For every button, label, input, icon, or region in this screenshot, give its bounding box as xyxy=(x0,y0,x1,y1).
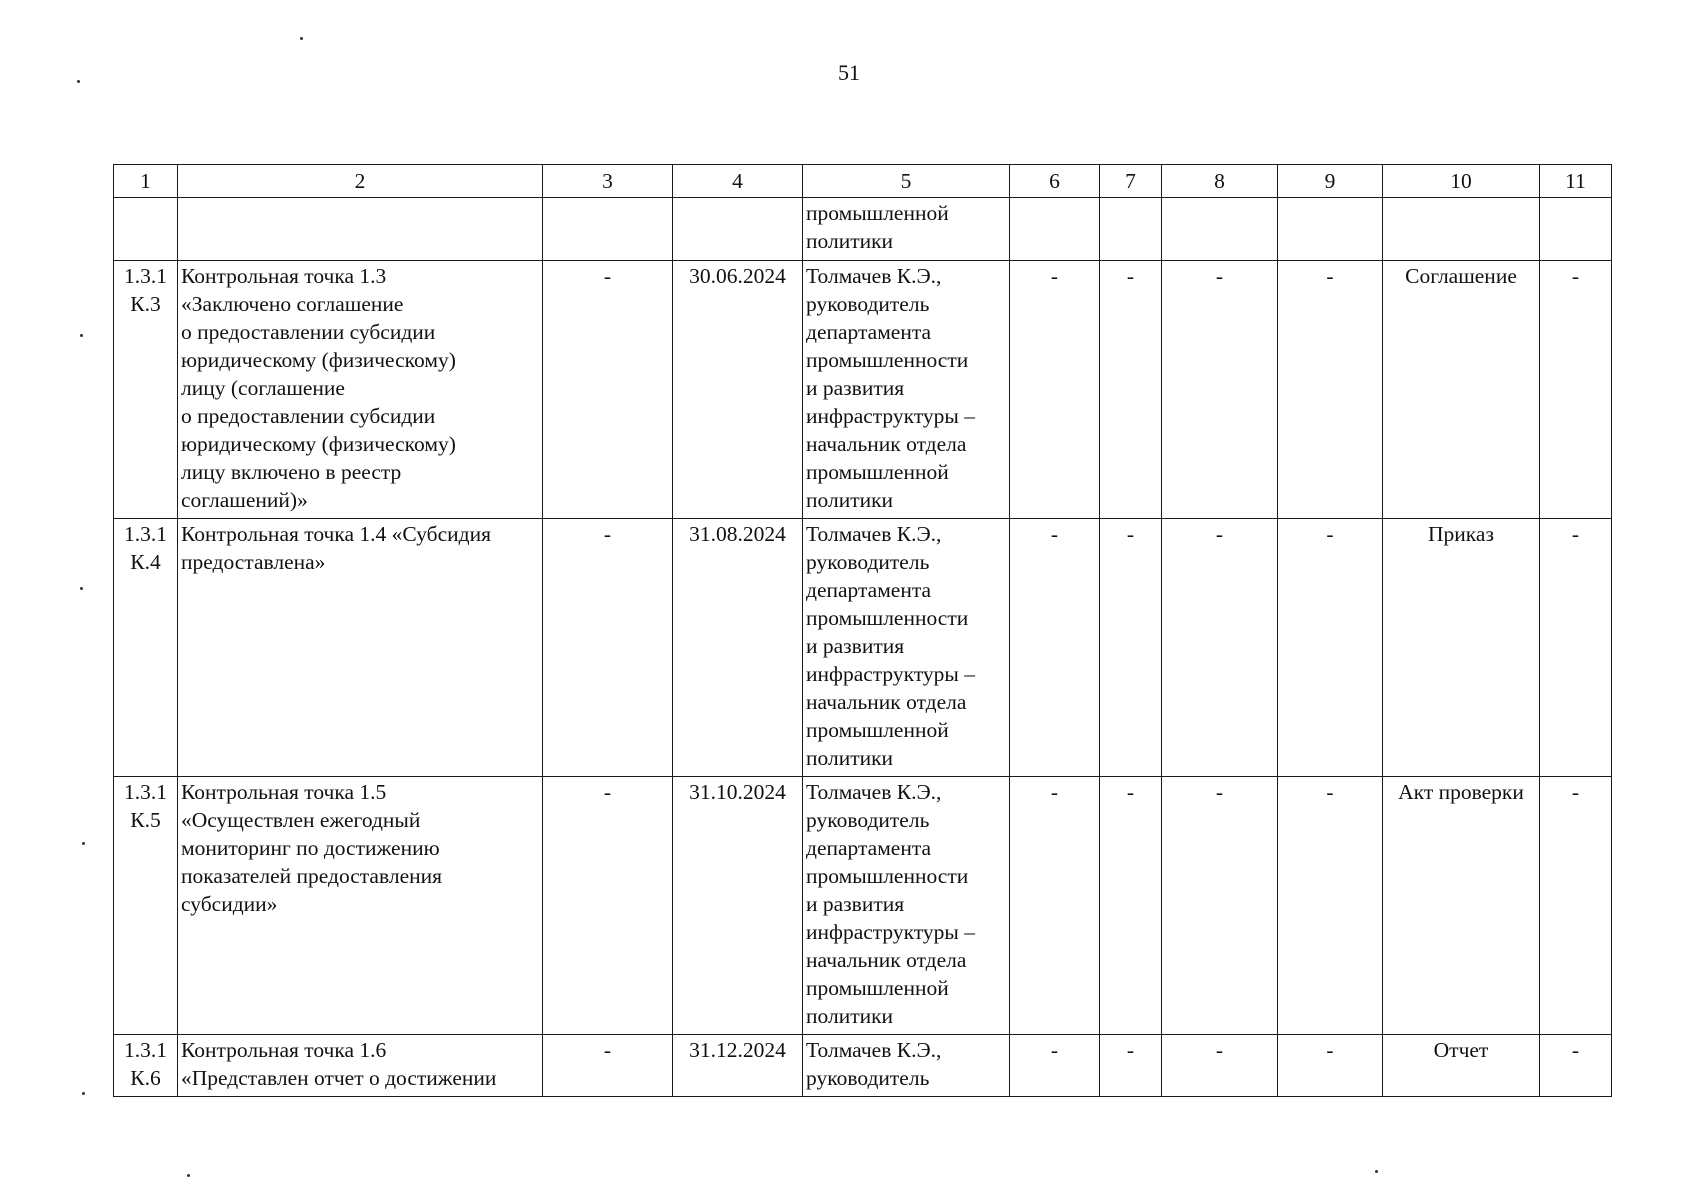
cell-col6: - xyxy=(1010,777,1100,1035)
cell-col6 xyxy=(1010,198,1100,261)
cell-responsible: промышленной политики xyxy=(803,198,1010,261)
cell-col8: - xyxy=(1162,1035,1278,1097)
cell-number xyxy=(114,198,178,261)
column-header: 7 xyxy=(1100,165,1162,198)
table-row xyxy=(114,519,1612,777)
plan-table xyxy=(113,164,1612,1097)
column-header: 2 xyxy=(178,165,543,198)
cell-name: Контрольная точка 1.3 «Заключено соглашение о предоставлении субсидии юридическому (физическому) лицу (соглашение о предоставлении субсидии юридическому (физическому) лицу включено в реестр соглашений)» xyxy=(178,261,543,519)
cell-col7: - xyxy=(1100,777,1162,1035)
cell-col9: - xyxy=(1278,261,1383,519)
cell-document: Соглашение xyxy=(1383,261,1540,519)
cell-date: 31.12.2024 xyxy=(673,1035,803,1097)
cell-responsible: Толмачев К.Э., руководитель xyxy=(803,1035,1010,1097)
cell-col7 xyxy=(1100,198,1162,261)
cell-col3: - xyxy=(543,261,673,519)
cell-col6: - xyxy=(1010,519,1100,777)
cell-name: Контрольная точка 1.5 «Осуществлен ежегодный мониторинг по достижению показателей предоставления субсидии» xyxy=(178,777,543,1035)
cell-col7: - xyxy=(1100,261,1162,519)
table-row-continued xyxy=(114,198,1612,261)
cell-col11: - xyxy=(1540,519,1612,777)
cell-date: 31.08.2024 xyxy=(673,519,803,777)
column-number-row xyxy=(114,165,1612,198)
scan-speck xyxy=(77,80,80,83)
cell-col9 xyxy=(1278,198,1383,261)
cell-number: 1.3.1 К.3 xyxy=(114,261,178,519)
cell-col6: - xyxy=(1010,261,1100,519)
cell-number: 1.3.1 К.5 xyxy=(114,777,178,1035)
cell-date: 31.10.2024 xyxy=(673,777,803,1035)
cell-document: Отчет xyxy=(1383,1035,1540,1097)
scan-speck xyxy=(82,842,85,845)
cell-col8: - xyxy=(1162,261,1278,519)
cell-col9: - xyxy=(1278,1035,1383,1097)
table-row xyxy=(114,1035,1612,1097)
cell-col11: - xyxy=(1540,777,1612,1035)
scan-speck xyxy=(80,334,83,337)
cell-date: 30.06.2024 xyxy=(673,261,803,519)
cell-responsible: Толмачев К.Э., руководитель департамента промышленности и развития инфраструктуры – начальник отдела промышленной политики xyxy=(803,777,1010,1035)
column-header: 4 xyxy=(673,165,803,198)
table-row xyxy=(114,777,1612,1035)
cell-name xyxy=(178,198,543,261)
cell-col8: - xyxy=(1162,777,1278,1035)
scan-speck xyxy=(300,37,303,40)
cell-col6: - xyxy=(1010,1035,1100,1097)
cell-col7: - xyxy=(1100,519,1162,777)
scan-speck xyxy=(82,1092,85,1095)
column-header: 3 xyxy=(543,165,673,198)
cell-col7: - xyxy=(1100,1035,1162,1097)
cell-col11: - xyxy=(1540,1035,1612,1097)
cell-col3: - xyxy=(543,777,673,1035)
cell-name: Контрольная точка 1.4 «Субсидия предоставлена» xyxy=(178,519,543,777)
cell-col3: - xyxy=(543,1035,673,1097)
cell-col9: - xyxy=(1278,777,1383,1035)
page-number: 51 xyxy=(838,60,860,85)
cell-col11: - xyxy=(1540,261,1612,519)
cell-document: Приказ xyxy=(1383,519,1540,777)
cell-document xyxy=(1383,198,1540,261)
column-header: 6 xyxy=(1010,165,1100,198)
cell-col8: - xyxy=(1162,519,1278,777)
column-header: 10 xyxy=(1383,165,1540,198)
cell-date xyxy=(673,198,803,261)
column-header: 1 xyxy=(114,165,178,198)
cell-number: 1.3.1 К.6 xyxy=(114,1035,178,1097)
column-header: 5 xyxy=(803,165,1010,198)
cell-col11 xyxy=(1540,198,1612,261)
cell-document: Акт проверки xyxy=(1383,777,1540,1035)
scan-speck xyxy=(80,587,83,590)
cell-name: Контрольная точка 1.6 «Представлен отчет о достижении xyxy=(178,1035,543,1097)
cell-col8 xyxy=(1162,198,1278,261)
column-header: 8 xyxy=(1162,165,1278,198)
table-row xyxy=(114,261,1612,519)
column-header: 11 xyxy=(1540,165,1612,198)
cell-responsible: Толмачев К.Э., руководитель департамента промышленности и развития инфраструктуры – начальник отдела промышленной политики xyxy=(803,519,1010,777)
cell-col3: - xyxy=(543,519,673,777)
scan-speck xyxy=(187,1174,190,1177)
cell-col9: - xyxy=(1278,519,1383,777)
column-header: 9 xyxy=(1278,165,1383,198)
cell-number: 1.3.1 К.4 xyxy=(114,519,178,777)
cell-responsible: Толмачев К.Э., руководитель департамента промышленности и развития инфраструктуры – начальник отдела промышленной политики xyxy=(803,261,1010,519)
cell-col3 xyxy=(543,198,673,261)
scan-speck xyxy=(1375,1170,1378,1173)
